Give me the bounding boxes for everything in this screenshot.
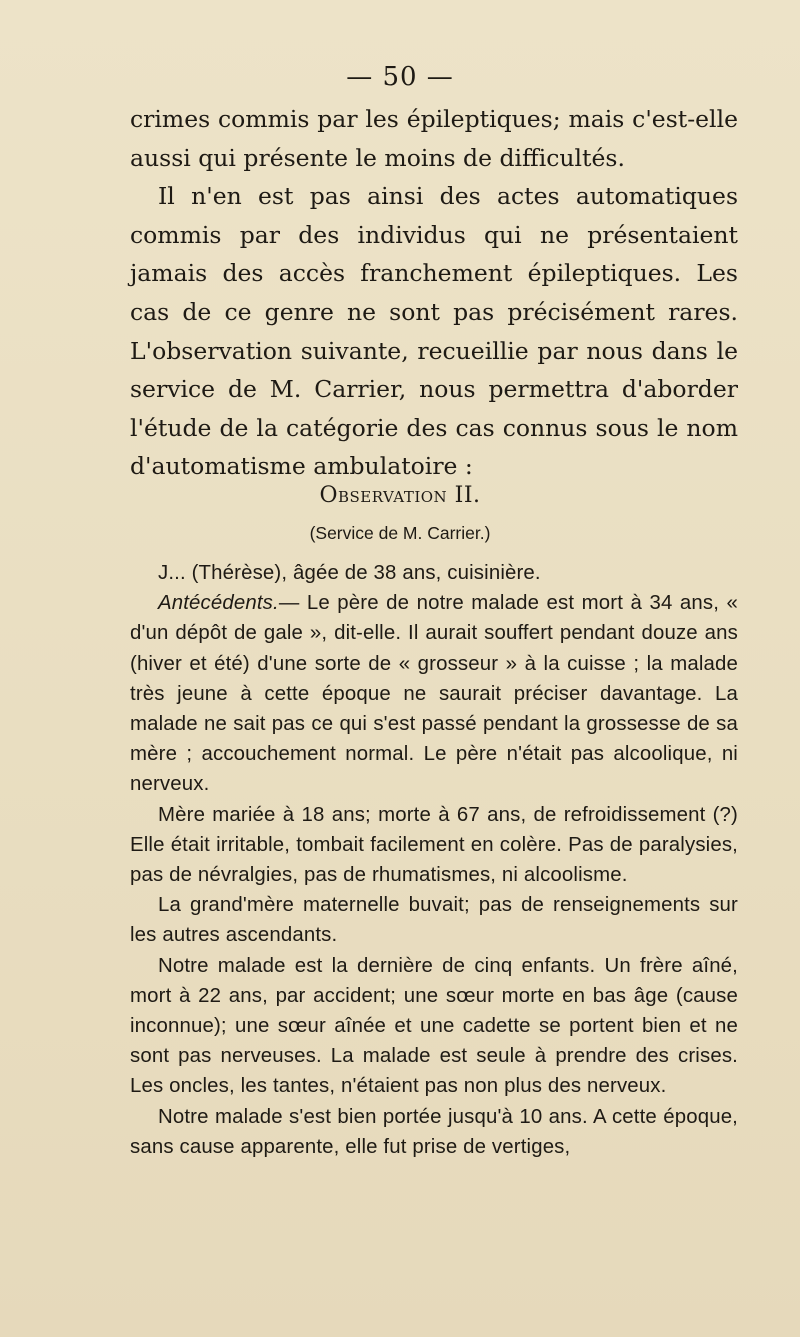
- body-paragraph-4: La grand'mère maternelle buvait; pas de renseignements sur les autres ascendants.: [130, 894, 738, 947]
- antecedents-label: Antécédents.: [158, 592, 279, 615]
- body-paragraph-5: Notre malade est la dernière de cinq enfants. Un frère aîné, mort à 22 ans, par accident; une sœur morte en bas âge (cause inconnue); une sœur aînée et une cadette se portent bien et ne sont pas nerveuses. La malade est seule à prendre des crises. Les oncles, les tantes, n'étaient pas non plus des nerveux.: [130, 954, 738, 1098]
- intro-paragraph-1: crimes commis par les épileptiques; mais c'est-elle aussi qui présente le moins de difficultés.: [130, 105, 738, 172]
- body-paragraph-1: J... (Thérèse), âgée de 38 ans, cuisinière.: [158, 562, 541, 584]
- body-paragraph-6: Notre malade s'est bien portée jusqu'à 10 ans. A cette époque, sans cause apparente, elle fut prise de vertiges,: [130, 1105, 738, 1158]
- body-paragraph-3: Mère mariée à 18 ans; morte à 67 ans, de refroidissement (?) Elle était irritable, tombait facilement en colère. Pas de paralysies, pas de névralgies, pas de rhumatismes, ni alcoolisme.: [130, 803, 738, 887]
- observation-title: Observation II.: [319, 483, 481, 508]
- intro-paragraph-2: Il n'en est pas ainsi des actes automatiques commis par des individus qui ne présentaient jamais des accès franchement épileptiques. Les cas de ce genre ne sont pas précisément rares. L'observation suivante, recueillie par nous dans le service de M. Carrier, nous permettra d'aborder l'étude de la catégorie des cas connus sous le nom d'automatisme ambulatoire :: [130, 182, 738, 481]
- intro-text: [130, 100, 738, 486]
- page-number: — 50 —: [346, 62, 454, 92]
- observation-subtitle: (Service de M. Carrier.): [309, 523, 491, 543]
- observation-body: [130, 558, 738, 1162]
- body-paragraph-2: [130, 588, 738, 799]
- antecedents-text: — Le père de notre malade est mort à 34 ans, « d'un dépôt de gale », dit-elle. Il aurait souffert pendant douze ans (hiver et été) d'une sorte de « grosseur » à la cuisse ; la malade très jeune à cette époque ne saurait préciser davantage. La malade ne sait pas ce qui s'est passé pendant la grossesse de sa mère ; accouchement normal. Le père n'était pas alcoolique, ni nerveux.: [130, 592, 738, 796]
